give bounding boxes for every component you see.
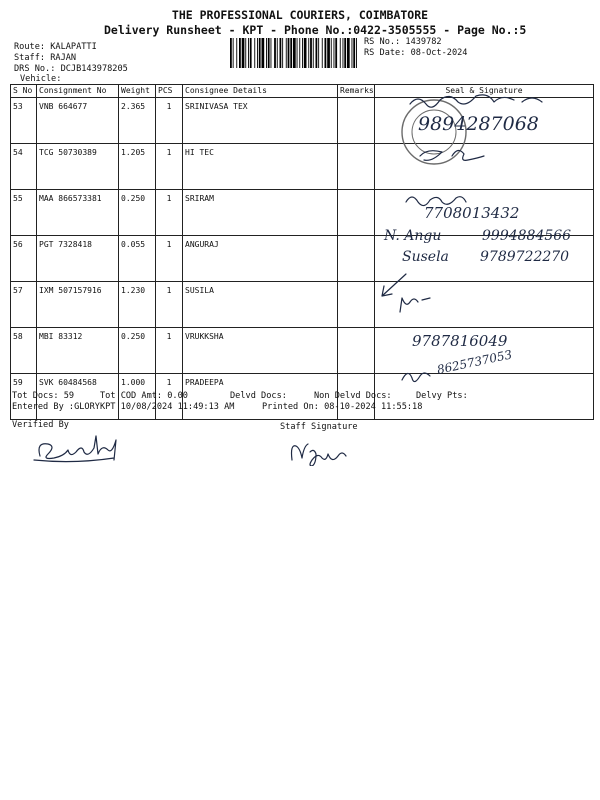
cell-consignment: MBI 83312 — [37, 328, 119, 374]
cell-pcs: 1 — [156, 98, 183, 144]
cell-weight: 2.365 — [119, 98, 156, 144]
cell-pcs: 1 — [156, 144, 183, 190]
cell-remarks — [338, 190, 375, 236]
signature-scribble-58 — [400, 298, 430, 312]
handwriting-overlay — [372, 90, 598, 390]
cell-sno: 53 — [11, 98, 37, 144]
delivery-points: Delvy Pts: — [416, 391, 468, 401]
runsheet-subtitle: Delivery Runsheet - KPT - Phone No.:0422-3505555 - Page No.:5 — [104, 23, 527, 37]
company-title: THE PROFESSIONAL COURIERS, COIMBATORE — [171, 8, 429, 22]
handwritten-phone-57: 9789722270 — [480, 249, 570, 265]
verified-by-label: Verified By — [12, 420, 69, 430]
col-header-weight: Weight — [119, 85, 156, 98]
cell-remarks — [338, 236, 375, 282]
cell-sno: 56 — [11, 236, 37, 282]
cell-consignment: IXM 507157916 — [37, 282, 119, 328]
cell-sno: 58 — [11, 328, 37, 374]
total-cod: Tot COD Amt: 0.00 — [100, 391, 188, 401]
cell-consignment: VNB 664677 — [37, 98, 119, 144]
handwritten-phone-53: 9894287068 — [418, 113, 539, 135]
cell-pcs: 1 — [156, 190, 183, 236]
cell-weight: 0.250 — [119, 190, 156, 236]
cell-sno: 55 — [11, 190, 37, 236]
handwritten-phone-55: 7708013432 — [424, 204, 520, 222]
rs-date: RS Date: 08-Oct-2024 — [364, 48, 468, 58]
handwritten-phone-56: 9994884566 — [482, 228, 572, 244]
cell-pcs: 1 — [156, 236, 183, 282]
cell-pcs: 1 — [156, 282, 183, 328]
staff-signature-label: Staff Signature — [280, 422, 358, 432]
cell-weight: 0.055 — [119, 236, 156, 282]
cell-pcs: 1 — [156, 374, 183, 420]
verifier-signature — [30, 432, 130, 468]
total-docs: Tot Docs: 59 — [12, 391, 75, 401]
col-header-pcs: PCS — [156, 85, 183, 98]
cell-consignee: SRIRAM — [183, 190, 338, 236]
rs-number: RS No.: 1439782 — [364, 37, 442, 47]
cell-weight: 1.230 — [119, 282, 156, 328]
handwritten-phone-59: 8625737053 — [435, 347, 514, 377]
staff-label: Staff: RAJAN — [14, 53, 77, 63]
col-header-consignment: Consignment No — [37, 85, 119, 98]
cell-consignee: VRUKKSHA — [183, 328, 338, 374]
cell-consignee: ANGURAJ — [183, 236, 338, 282]
cell-consignment: SVK 60484568 — [37, 374, 119, 420]
cell-consignment: MAA 866573381 — [37, 190, 119, 236]
arrow-mark-57 — [382, 274, 406, 296]
drs-number: DRS No.: DCJB143978205 — [14, 64, 128, 74]
signature-scribble-59 — [402, 373, 430, 382]
barcode-image — [230, 38, 358, 68]
cell-sno: 59 — [11, 374, 37, 420]
cell-consignee: PRADEEPA — [183, 374, 338, 420]
cell-sno: 54 — [11, 144, 37, 190]
cell-consignment: PGT 7328418 — [37, 236, 119, 282]
cell-weight: 1.205 — [119, 144, 156, 190]
entered-by: Entered By :GLORYKPT 10/08/2024 11:49:13 AM — [12, 402, 235, 412]
delivered-docs: Delvd Docs: — [230, 391, 287, 401]
cell-remarks — [338, 282, 375, 328]
col-header-remarks: Remarks — [338, 85, 375, 98]
route-label: Route: KALAPATTI — [14, 42, 97, 52]
cell-remarks — [338, 328, 375, 374]
cell-pcs: 1 — [156, 328, 183, 374]
col-header-sno: S No — [11, 85, 37, 98]
cell-consignee: HI TEC — [183, 144, 338, 190]
handwritten-name-56: N. Angu — [384, 228, 442, 244]
cell-remarks — [338, 98, 375, 144]
cell-weight: 0.250 — [119, 328, 156, 374]
col-header-signature: Seal & Signature — [375, 85, 594, 98]
cell-remarks — [338, 144, 375, 190]
handwritten-name-57: Susela — [402, 249, 449, 265]
printed-on: Printed On: 08-10-2024 11:55:18 — [262, 402, 423, 412]
vehicle-label: Vehicle: — [20, 74, 62, 84]
cell-consignee: SUSILA — [183, 282, 338, 328]
non-delivered-docs: Non Delvd Docs: — [314, 391, 392, 401]
cell-weight: 1.000 — [119, 374, 156, 420]
cell-consignment: TCG 50730389 — [37, 144, 119, 190]
col-header-consignee: Consignee Details — [183, 85, 338, 98]
handwritten-phone-58: 9787816049 — [412, 332, 508, 350]
cell-sno: 57 — [11, 282, 37, 328]
cell-consignee: SRINIVASA TEX — [183, 98, 338, 144]
staff-signature — [286, 434, 366, 466]
